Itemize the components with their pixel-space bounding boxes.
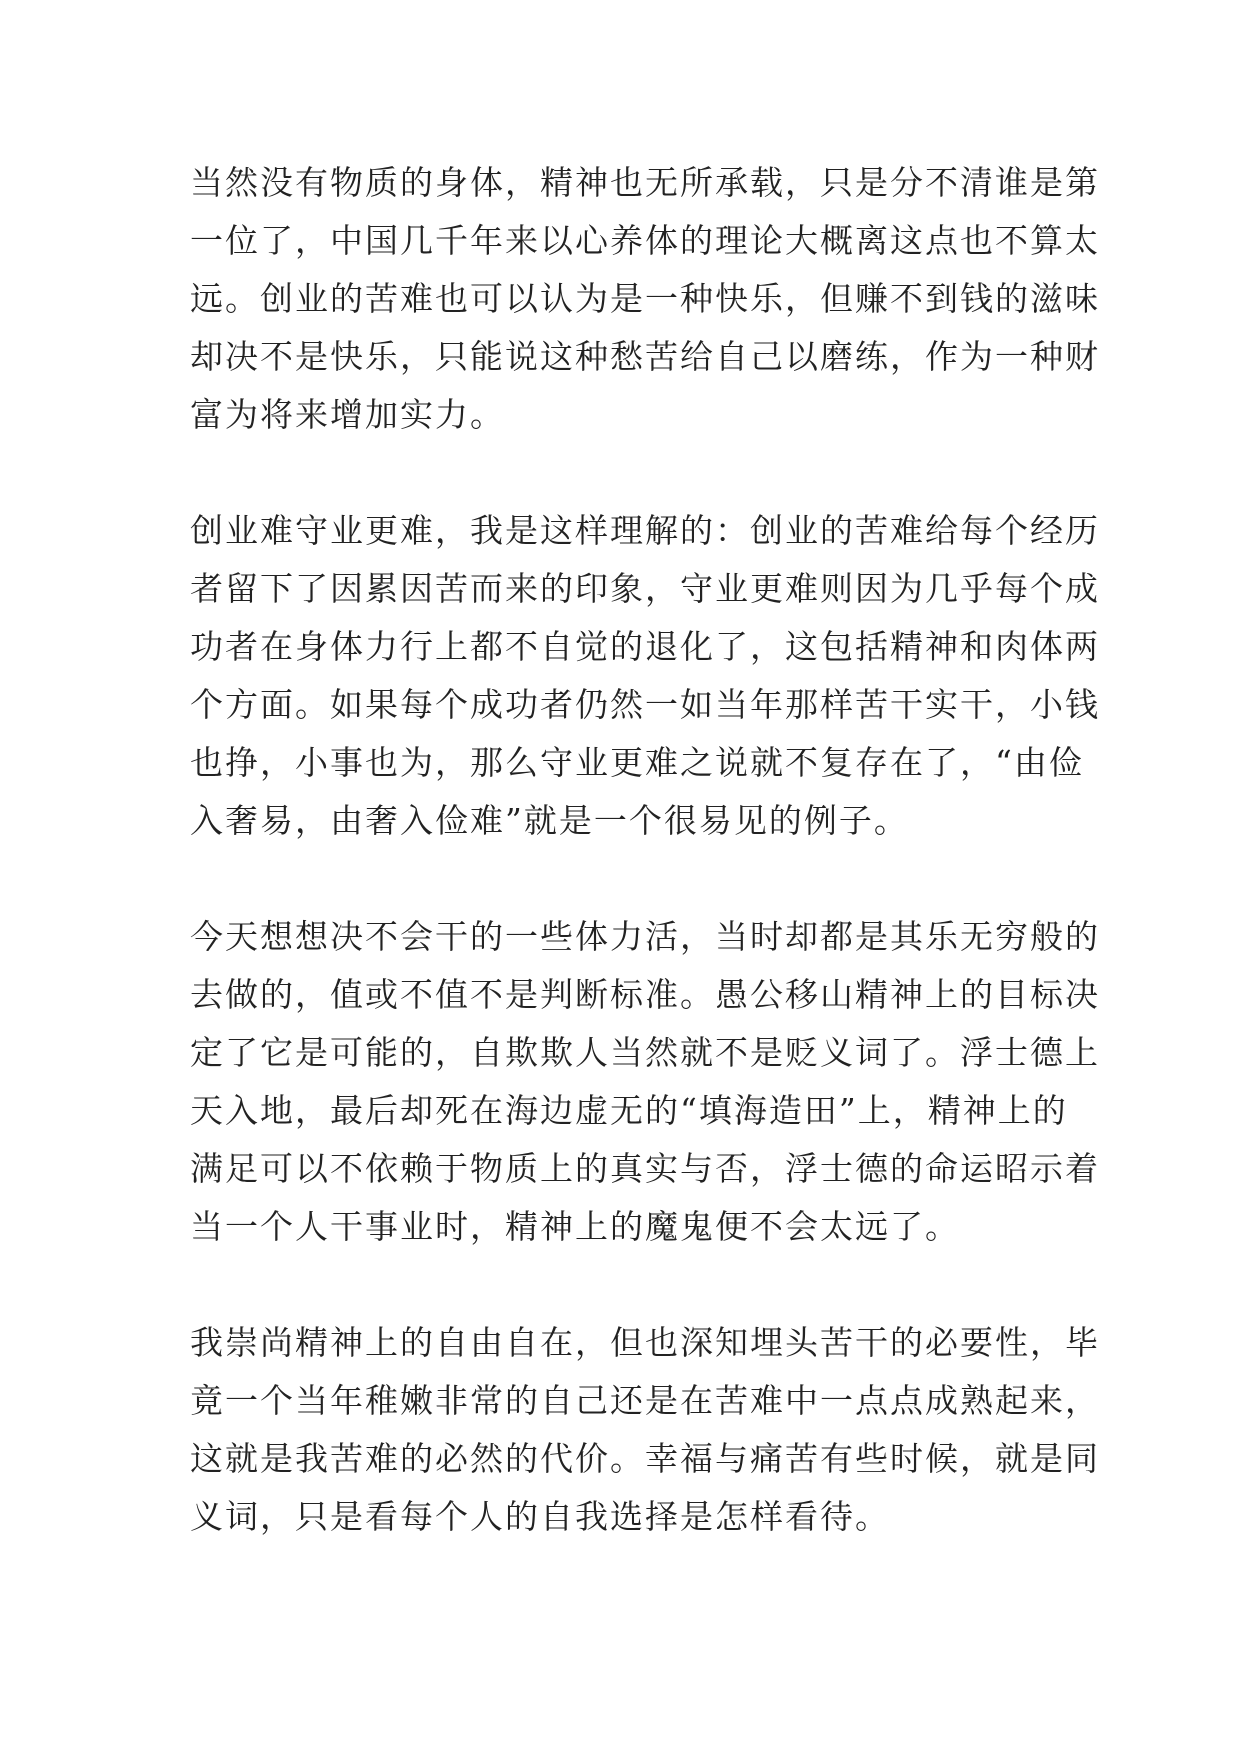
text-line: 富为将来增加实力。 [190,395,505,434]
text-line: 当然没有物质的身体，精神也无所承载，只是分不清谁是第 [190,163,1100,202]
text-line: 去做的，值或不值不是判断标准。愚公移山精神上的目标决 [190,975,1100,1014]
text-line: 一位了，中国几千年来以心养体的理论大概离这点也不算太 [190,221,1100,260]
text-line: 我崇尚精神上的自由自在，但也深知埋头苦干的必要性，毕 [190,1323,1100,1362]
text-line: 今天想想决不会干的一些体力活，当时却都是其乐无穷般的 [190,917,1100,956]
text-line: 满足可以不依赖于物质上的真实与否，浮士德的命运昭示着 [190,1149,1100,1188]
text-line: 当一个人干事业时，精神上的魔鬼便不会太远了。 [190,1207,960,1246]
text-line: 创业难守业更难，我是这样理解的：创业的苦难给每个经历 [190,511,1100,550]
paragraph-2 [190,502,1100,850]
paragraph-spacer [190,444,1060,502]
text-line: 竟一个当年稚嫩非常的自己还是在苦难中一点点成熟起来， [190,1381,1100,1420]
paragraph-3 [190,908,1100,1256]
text-line: 远。创业的苦难也可以认为是一种快乐，但赚不到钱的滋味 [190,279,1100,318]
text-line: 却决不是快乐，只能说这种愁苦给自己以磨练，作为一种财 [190,337,1100,376]
paragraph-spacer [190,1256,1060,1314]
text-line: 天入地，最后却死在海边虚无的“填海造田”上，精神上的 [190,1091,1068,1130]
text-line: 这就是我苦难的必然的代价。幸福与痛苦有些时候，就是同 [190,1439,1100,1478]
text-line: 义词，只是看每个人的自我选择是怎样看待。 [190,1497,890,1536]
text-line: 个方面。如果每个成功者仍然一如当年那样苦干实干，小钱 [190,685,1100,724]
text-line: 者留下了因累因苦而来的印象，守业更难则因为几乎每个成 [190,569,1100,608]
text-line: 也挣，小事也为，那么守业更难之说就不复存在了，“由俭 [190,743,1084,782]
document-body [190,154,1100,1546]
paragraph-1 [190,154,1100,444]
text-line: 功者在身体力行上都不自觉的退化了，这包括精神和肉体两 [190,627,1100,666]
paragraph-4 [190,1314,1100,1546]
text-line: 入奢易，由奢入俭难”就是一个很易见的例子。 [190,801,909,840]
text-line: 定了它是可能的，自欺欺人当然就不是贬义词了。浮士德上 [190,1033,1100,1072]
paragraph-spacer [190,850,1060,908]
